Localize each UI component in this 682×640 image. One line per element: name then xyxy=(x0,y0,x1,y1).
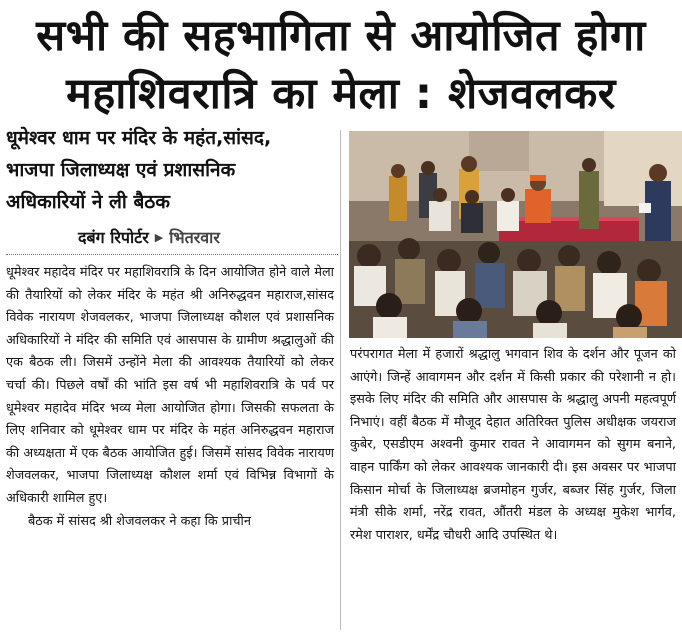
article-paragraph: बैठक में सांसद श्री शेजवलकर ने कहा कि प्राचीन xyxy=(28,513,251,529)
article-column-2 xyxy=(350,344,676,547)
headline-line-2: महाशिवरात्रि का मेला : शेजवलकर xyxy=(66,69,616,119)
column-divider xyxy=(340,130,341,630)
byline-divider xyxy=(6,254,338,255)
subheadline-line-1: धूमेश्वर धाम पर मंदिर के महंत,सांसद, xyxy=(6,127,272,149)
article-paragraph: परंपरागत मेला में हजारों श्रद्धालु भगवान शिव के दर्शन और पूजन को आएंगे। जिन्हें आवागमन और दर्शन में किसी प्रकार की परेशानी न हो। इसके लिए मंदिर की समिति और आसपास के श्रद्धालु अपनी महत्वपूर्ण निभाएं। वहीं बैठक में मौजूद देहात अतिरिक्त पुलिस अधीक्षक जयराज कुबेर, एसडीएम अश्वनी कुमार रावत ने आवागमन को सुगम बनाने, वाहन पार्किंग को लेकर आवश्यक जानकारी दी। इस अवसर पर भाजपा किसान मोर्चा के जिलाध्यक्ष ब्रजमोहन गुर्जर, बब्जर सिंह गुर्जर, जिला मंत्री सीके शर्मा, नरेंद्र रावत, औंतरी मंडल के अध्यक्ष मुकेश भार्गव, रमेश पाराशर, धर्मेंद्र चौधरी आदि उपस्थित थे। xyxy=(350,347,676,543)
subheadline-line-2: भाजपा जिलाध्यक्ष एवं प्रशासनिक xyxy=(6,159,236,181)
article-paragraph: धूमेश्वर महादेव मंदिर पर महाशिवरात्रि के दिन आयोजित होने वाले मेला की तैयारियों को लेकर मंदिर के महंत श्री अनिरुद्धवन महाराज,सांसद विवेक नारायण शेजवलकर, भाजपा जिलाध्यक्ष कौशल एवं प्रशासनिक अधिकारियों ने मंदिर की समिति एवं आसपास के ग्रामीण श्रद्धालुओं की एक बैठक ली। जिसमें उन्होंने मेला की आवश्यक तैयारियों को लेकर चर्चा की। पिछले वर्षों की भांति इस वर्ष भी महाशिवरात्रि के पर्व पर धूमेश्वर महादेव मंदिर भव्य मेला आयोजित होगा। जिसकी सफलता के लिए शनिवार को धूमेश्वर धाम पर मंदिर के महंत अनिरुद्धवन महाराज की अध्यक्षता में एक बैठक आयोजित हुई। जिसमें सांसद विवेक नारायण शेजवलकर, भाजपा जिलाध्यक्ष कौशल शर्मा एवं विभिन्न विभागों के अधिकारी शामिल हुए। xyxy=(6,265,334,506)
play-arrow-icon: ▶ xyxy=(154,230,164,244)
dateline-location: भितरवार xyxy=(169,228,220,247)
article-column-1 xyxy=(6,262,334,533)
reporter-name: दबंग रिपोर्टर xyxy=(78,228,149,247)
subheadline xyxy=(6,122,336,218)
subheadline-line-3: अधिकारियों ने ली बैठक xyxy=(6,191,170,213)
headline-line-1: सभी की सहभागिता से आयोजित होगा xyxy=(36,11,646,61)
byline xyxy=(78,226,220,248)
meeting-photo xyxy=(349,131,682,338)
